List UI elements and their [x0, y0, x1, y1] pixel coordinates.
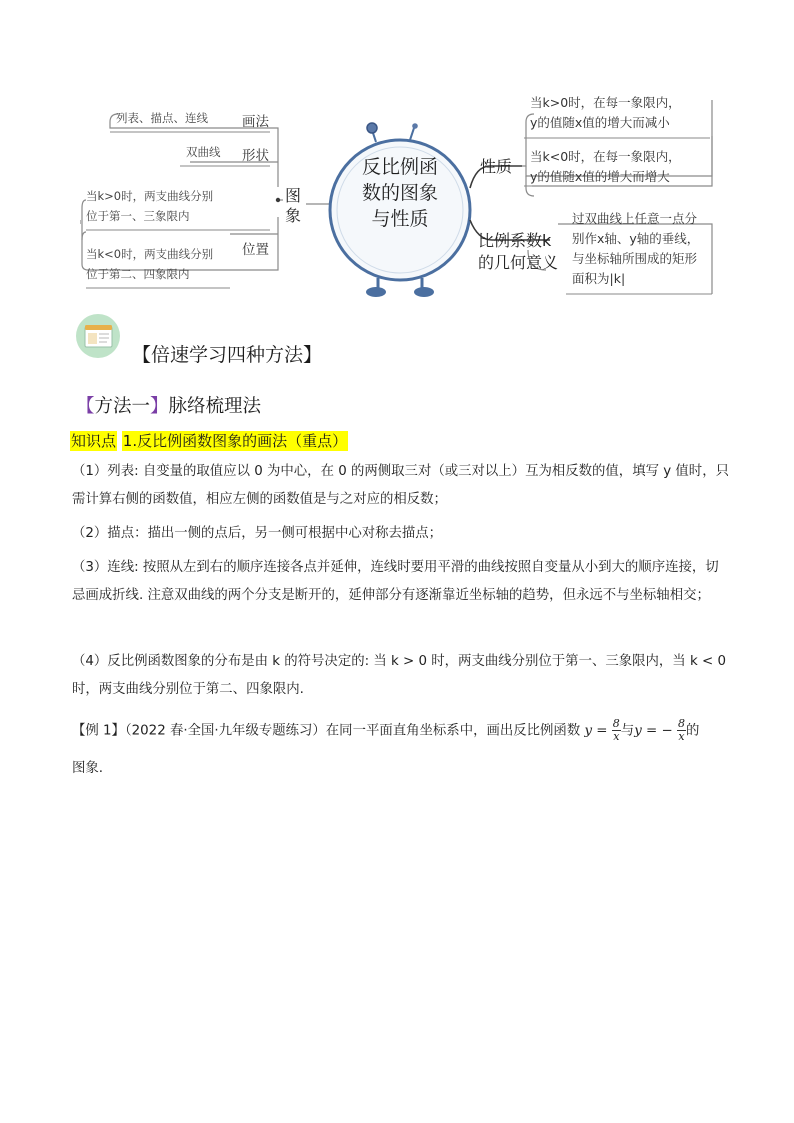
geometric-text-line1: 过双曲线上任意一点分 [572, 211, 698, 226]
shape-text: 双曲线 [186, 145, 221, 159]
property-negative-line1: 当k<0时，在每一象限内， [530, 149, 681, 164]
eq2-left: y = − [634, 723, 673, 739]
example-label: 【例 1】 [72, 723, 125, 739]
center-line-3: 与性质 [371, 208, 429, 230]
eq2-numerator: 8 [677, 717, 685, 730]
property-positive-line2: y的值随x值的增大而减小 [530, 115, 670, 130]
geometric-text-line2: 别作x轴、y轴的垂线， [572, 231, 700, 246]
image-branch-label: 图象 [284, 186, 301, 225]
geometric-text-line3: 与坐标轴所围成的矩形 [572, 251, 698, 266]
position-positive-line2: 位于第一、三象限内 [86, 209, 190, 223]
geometric-meaning-line1: 比例系数k [478, 231, 552, 250]
example-line2: 图象. [72, 761, 104, 776]
example-text-before: 在同一平面直角坐标系中，画出反比例函数 [325, 723, 581, 739]
eq2-denominator: x [678, 730, 685, 743]
position-negative-line1: 当k<0时，两支曲线分别 [86, 247, 214, 261]
position-label: 位置 [242, 242, 269, 258]
example-text-after: 的 [685, 723, 700, 739]
eq1-left: y = [584, 723, 608, 739]
book-badge-icon [76, 314, 120, 358]
eq1-denominator: x [613, 730, 620, 743]
eq2-fraction [677, 718, 686, 743]
method-desc: 脉络梳理法 [168, 396, 262, 417]
section-title: 【倍速学习四种方法】 [132, 344, 323, 366]
geometric-meaning-line2: 的几何意义 [478, 253, 559, 272]
draw-method-label: 画法 [242, 114, 269, 130]
paragraph-3: （3）连线: 按照从左到右的顺序连接各点并延伸，连线时要用平滑的曲线按照自变量从小到大的顺序连接，切忌画成折线. 注意双曲线的两个分支是断开的，延伸部分有逐渐靠近坐标轴的趋势，但永远不与坐标轴相交； [72, 560, 719, 603]
knowledge-title: 1.反比例函数图象的画法（重点） [122, 432, 348, 450]
mind-map [80, 92, 720, 302]
paragraph-2: （2）描点：描出一侧的点后，另一侧可根据中心对称去描点； [72, 526, 443, 541]
example-1 [72, 718, 732, 779]
knowledge-prefix: 知识点 [71, 432, 117, 450]
mind-map-center [338, 154, 462, 232]
example-source: （2022 春·全国·九年级专题练习） [124, 723, 326, 739]
shape-label: 形状 [242, 148, 269, 164]
example-mid: 与 [620, 723, 635, 739]
center-line-2: 数的图象 [361, 182, 438, 204]
method-heading [76, 392, 261, 418]
paragraph-4: （4）反比例函数图象的分布是由 k 的符号决定的: 当 k > 0 时，两支曲线分别位于第一、三象限内，当 k < 0 时，两支曲线分别位于第二、四象限内. [72, 654, 726, 697]
draw-method-text: 列表、描点、连线 [116, 111, 208, 125]
property-branch-label: 性质 [480, 157, 513, 176]
property-negative-line2: y的值随x值的增大而增大 [530, 169, 670, 184]
center-line-1: 反比例函 [361, 156, 438, 178]
paragraph-1: （1）列表: 自变量的取值应以 0 为中心，在 0 的两侧取三对（或三对以上）互为相反数的值，填写 y 值时，只需计算右侧的函数值，相应左侧的函数值是与之对应的相反数； [72, 464, 729, 507]
eq1-fraction [612, 718, 621, 743]
method-bracket-close: 】 [150, 396, 169, 417]
property-positive-line1: 当k>0时，在每一象限内， [530, 95, 681, 110]
method-bracket-open: 【 [76, 396, 95, 417]
geometric-text-line4: 面积为|k| [572, 271, 626, 286]
eq1-numerator: 8 [612, 717, 620, 730]
position-negative-line2: 位于第二、四象限内 [86, 267, 190, 281]
position-positive-line1: 当k>0时，两支曲线分别 [86, 189, 214, 203]
method-name: 方法一 [94, 396, 151, 417]
knowledge-point-heading [70, 430, 348, 451]
